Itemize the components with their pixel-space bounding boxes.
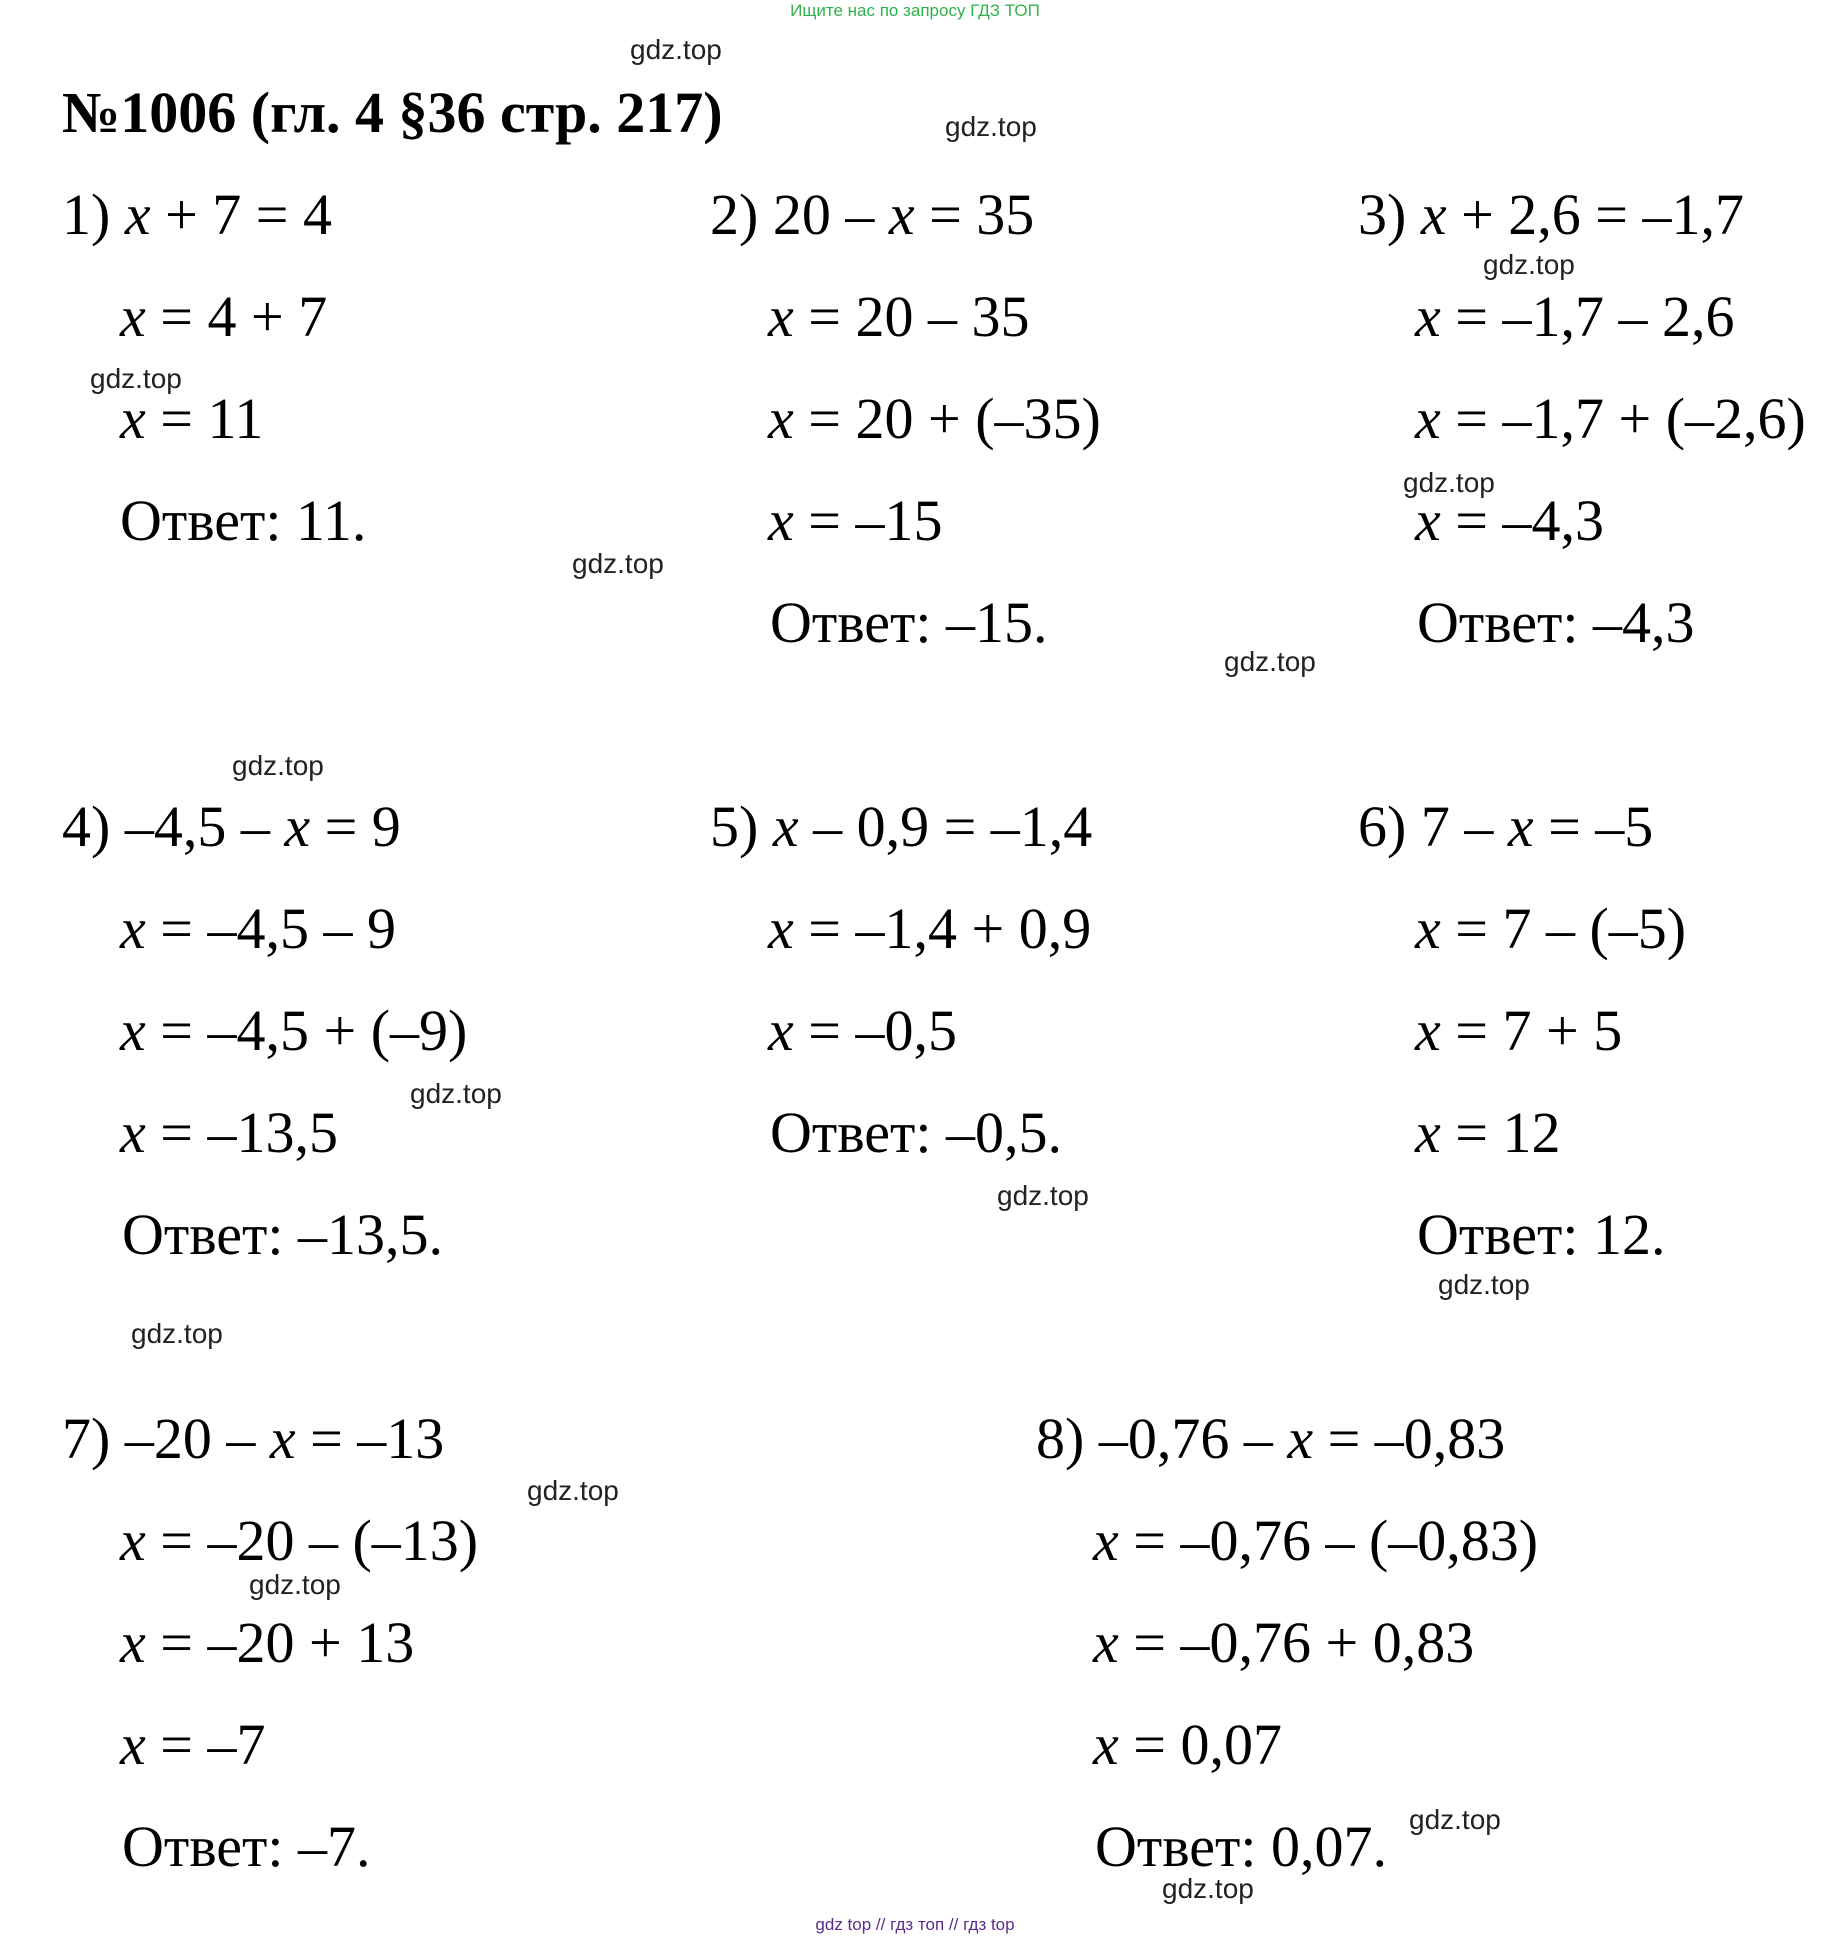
problem-1-step-1: x = 4 + 7 xyxy=(120,284,328,349)
problem-4-step-1: x = –4,5 – 9 xyxy=(120,896,396,961)
watermark: gdz.top xyxy=(945,111,1037,142)
problem-2-equation: 2) 20 – x = 35 xyxy=(710,182,1035,247)
watermark: gdz.top xyxy=(997,1180,1089,1211)
watermark: gdz.top xyxy=(1162,1873,1254,1904)
problem-7-answer: Ответ: –7. xyxy=(122,1814,371,1879)
problem-8-step-1: x = –0,76 – (–0,83) xyxy=(1093,1508,1539,1573)
problem-2-answer: Ответ: –15. xyxy=(770,590,1048,655)
problem-6-step-3: x = 12 xyxy=(1415,1100,1561,1165)
problem-7-equation: 7) –20 – x = –13 xyxy=(62,1406,445,1471)
watermark: gdz.top xyxy=(249,1569,341,1600)
problem-3-equation: 3) x + 2,6 = –1,7 xyxy=(1358,182,1745,247)
problem-4-step-2: x = –4,5 + (–9) xyxy=(120,998,468,1063)
problem-6-step-2: x = 7 + 5 xyxy=(1415,998,1623,1063)
watermark: gdz.top xyxy=(630,34,722,65)
problem-4-step-3: x = –13,5 xyxy=(120,1100,338,1165)
problem-3-step-3: x = –4,3 xyxy=(1415,488,1604,553)
problem-5-step-2: x = –0,5 xyxy=(768,998,957,1063)
problem-8-step-3: x = 0,07 xyxy=(1093,1712,1282,1777)
problem-3-step-1: x = –1,7 – 2,6 xyxy=(1415,284,1735,349)
top-banner: Ищите нас по запросу ГДЗ ТОП xyxy=(790,1,1040,20)
problem-3-step-2: x = –1,7 + (–2,6) xyxy=(1415,386,1806,451)
problem-2-step-2: x = 20 + (–35) xyxy=(768,386,1101,451)
watermark: gdz.top xyxy=(232,750,324,781)
problem-4-equation: 4) –4,5 – x = 9 xyxy=(62,794,401,859)
watermark: gdz.top xyxy=(410,1078,502,1109)
watermark: gdz.top xyxy=(1438,1269,1530,1300)
problem-5-answer: Ответ: –0,5. xyxy=(770,1100,1062,1165)
problem-4-answer: Ответ: –13,5. xyxy=(122,1202,443,1267)
problem-8-answer: Ответ: 0,07. xyxy=(1095,1814,1387,1879)
problem-8-step-2: x = –0,76 + 0,83 xyxy=(1093,1610,1475,1675)
problem-7-step-3: x = –7 xyxy=(120,1712,266,1777)
problem-5-equation: 5) x – 0,9 = –1,4 xyxy=(710,794,1093,859)
watermark: gdz.top xyxy=(527,1475,619,1506)
watermark: gdz.top xyxy=(1224,646,1316,677)
watermark: gdz.top xyxy=(1403,467,1495,498)
problem-5-step-1: x = –1,4 + 0,9 xyxy=(768,896,1092,961)
problem-6-answer: Ответ: 12. xyxy=(1417,1202,1666,1267)
watermark: gdz.top xyxy=(131,1318,223,1349)
problem-1-step-2: x = 11 xyxy=(120,386,264,451)
watermark: gdz.top xyxy=(1409,1804,1501,1835)
problem-8-equation: 8) –0,76 – x = –0,83 xyxy=(1036,1406,1506,1471)
problem-2-step-1: x = 20 – 35 xyxy=(768,284,1030,349)
problem-2-step-3: x = –15 xyxy=(768,488,943,553)
page-title: №1006 (гл. 4 §36 стр. 217) xyxy=(62,80,723,145)
problem-1-equation: 1) x + 7 = 4 xyxy=(62,182,333,247)
watermark: gdz.top xyxy=(1483,249,1575,280)
problem-1-answer: Ответ: 11. xyxy=(120,488,367,553)
problem-6-equation: 6) 7 – x = –5 xyxy=(1358,794,1654,859)
watermark: gdz.top xyxy=(90,363,182,394)
watermark: gdz.top xyxy=(572,548,664,579)
problem-7-step-2: x = –20 + 13 xyxy=(120,1610,415,1675)
footer-watermark: gdz top // гдз топ // гдз top xyxy=(815,1915,1015,1934)
problem-3-answer: Ответ: –4,3 xyxy=(1417,590,1695,655)
problem-7-step-1: x = –20 – (–13) xyxy=(120,1508,479,1573)
problem-6-step-1: x = 7 – (–5) xyxy=(1415,896,1687,961)
